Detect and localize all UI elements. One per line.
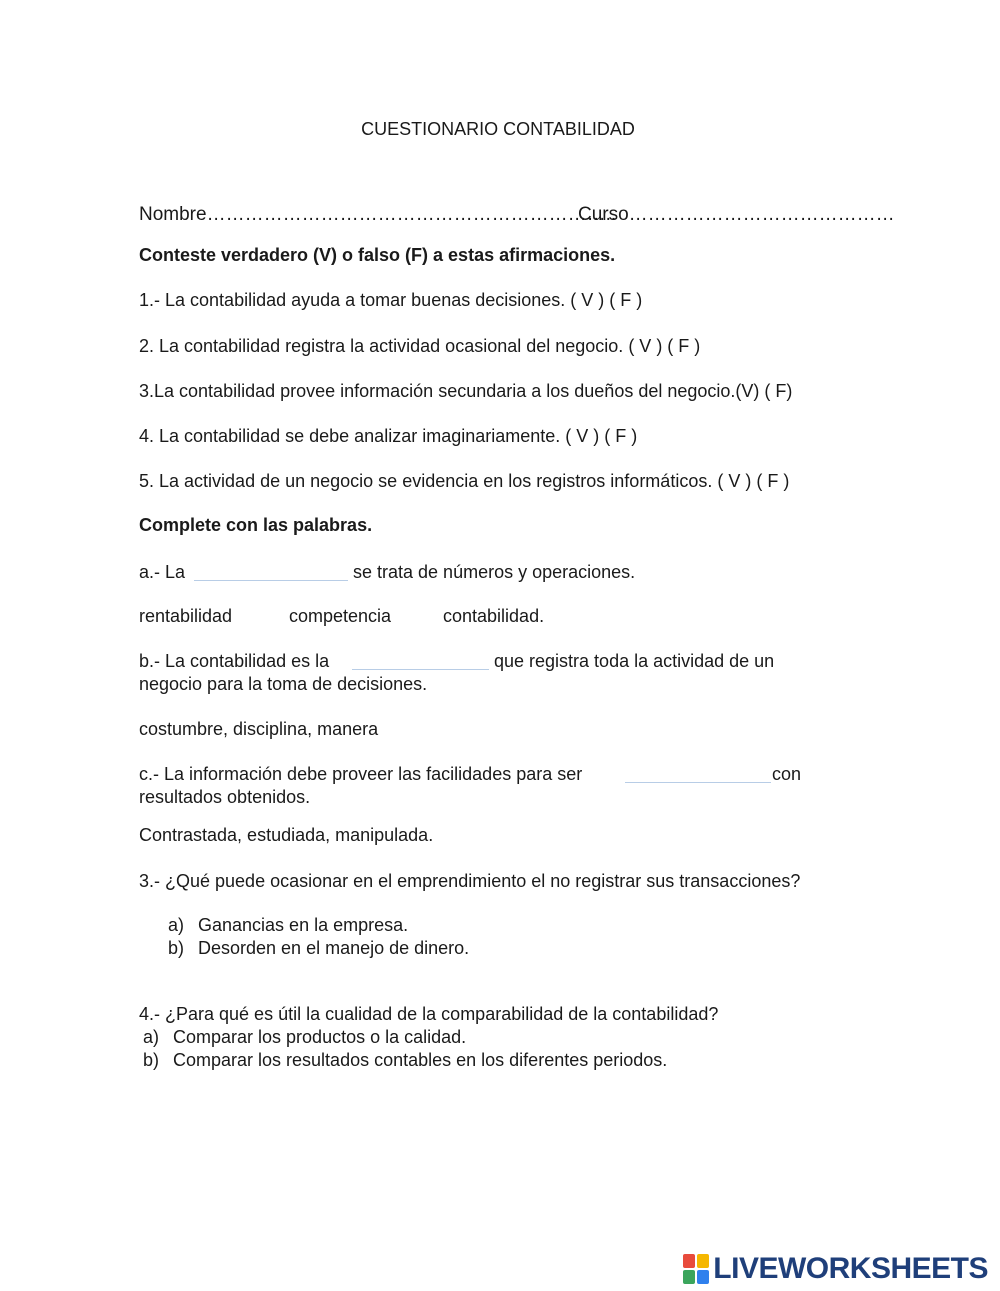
fill-c-before: c.- La información debe proveer las facilidades para ser	[139, 764, 583, 784]
question4-option-b-letter: b)	[143, 1050, 160, 1070]
fill-a-option-3: contabilidad.	[443, 606, 545, 626]
question3-text: 3.- ¿Qué puede ocasionar en el emprendimiento el no registrar sus transacciones?	[139, 871, 801, 891]
logo-square-3	[683, 1270, 695, 1284]
fill-c-blank[interactable]	[625, 782, 771, 783]
fill-a-blank[interactable]	[194, 580, 348, 581]
section2-instruction: Complete con las palabras.	[139, 515, 373, 535]
fill-b-blank[interactable]	[352, 669, 489, 670]
tf-item-4[interactable]: 4. La contabilidad se debe analizar imaginariamente. ( V ) ( F )	[139, 426, 638, 446]
question3-option-b-letter: b)	[168, 938, 185, 958]
tf-item-1[interactable]: 1.- La contabilidad ayuda a tomar buenas decisiones. ( V ) ( F )	[139, 290, 643, 310]
fill-b-line2: negocio para la toma de decisiones.	[139, 674, 428, 694]
curso-field[interactable]: Curso……………………………………	[578, 204, 895, 225]
fill-b-before: b.- La contabilidad es la	[139, 651, 330, 671]
fill-a-before: a.- La	[139, 562, 186, 582]
tf-item-3[interactable]: 3.La contabilidad provee información secundaria a los dueños del negocio.(V) ( F)	[139, 381, 793, 401]
question4-text: 4.- ¿Para qué es útil la cualidad de la comparabilidad de la contabilidad?	[139, 1004, 719, 1024]
logo-text: LIVEWORKSHEETS	[713, 1252, 988, 1285]
question4-option-a[interactable]: Comparar los productos o la calidad.	[173, 1027, 467, 1047]
section1-instruction: Conteste verdadero (V) o falso (F) a estas afirmaciones.	[139, 245, 616, 265]
fill-c-line2: resultados obtenidos.	[139, 787, 311, 807]
fill-a-after: se trata de números y operaciones.	[353, 562, 636, 582]
liveworksheets-icon	[683, 1254, 709, 1284]
liveworksheets-logo	[683, 1252, 988, 1286]
fill-c-options: Contrastada, estudiada, manipulada.	[139, 825, 434, 845]
page-title: CUESTIONARIO CONTABILIDAD	[361, 119, 635, 139]
nombre-field[interactable]: Nombre………………………………………………………..	[139, 204, 617, 225]
fill-a-option-2: competencia	[289, 606, 392, 626]
tf-item-2[interactable]: 2. La contabilidad registra la actividad ocasional del negocio. ( V ) ( F )	[139, 336, 701, 356]
question3-option-a[interactable]: Ganancias en la empresa.	[198, 915, 409, 935]
fill-b-options: costumbre, disciplina, manera	[139, 719, 379, 739]
logo-square-4	[697, 1270, 709, 1284]
question3-option-a-letter: a)	[168, 915, 185, 935]
tf-item-5[interactable]: 5. La actividad de un negocio se evidencia en los registros informáticos. ( V ) ( F )	[139, 471, 790, 491]
logo-square-1	[683, 1254, 695, 1268]
logo-square-2	[697, 1254, 709, 1268]
question3-option-b[interactable]: Desorden en el manejo de dinero.	[198, 938, 470, 958]
question4-option-a-letter: a)	[143, 1027, 160, 1047]
fill-c-after: con	[772, 764, 802, 784]
fill-b-after: que registra toda la actividad de un	[494, 651, 775, 671]
question4-option-b[interactable]: Comparar los resultados contables en los diferentes periodos.	[173, 1050, 668, 1070]
fill-a-option-1: rentabilidad	[139, 606, 233, 626]
